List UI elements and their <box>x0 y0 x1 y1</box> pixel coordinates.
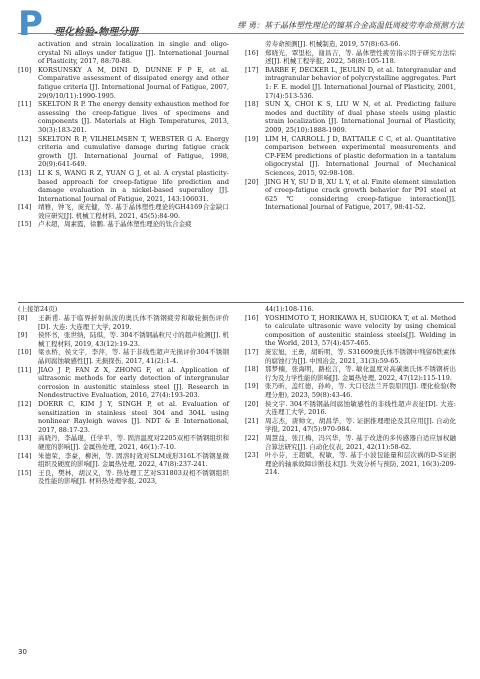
section-divider <box>18 302 464 303</box>
reference-item <box>245 400 456 417</box>
reference-number: [18] <box>245 365 259 374</box>
reference-text: 周慧益，张江梅，冯兴华，等. 基于改进的多传感器自适应加权融合算法研究[J]. 自动化仪表, 2021, 42(11):58-62. <box>265 433 456 451</box>
reference-number: [19] <box>245 134 259 143</box>
reference-text: KORSUNSKY A M, DINI D, DUNNE F P E, et al. Comparative assessment of dissipated energy and other fatigue criteria [J]. International Journal of Fatigue, 2007, 29(9/10/11):1990-1995. <box>38 65 229 100</box>
reference-text: JIAO J P, FAN Z X, ZHONG F, et al. Application of ultrasonic methods for early detection of intergranular corrosion in austenitic stainless steel [J]. Research in Nondestructive Evaluation, 2016, 27(4):193-203. <box>38 365 229 400</box>
reference-item <box>18 348 229 365</box>
reference-text: 郑晓光，覃里松，谢昌吉，等. 晶体塑性疲劳指示因子研究方法综述[J]. 机械工程学报, 2022, 58(8):105-118. <box>265 48 456 66</box>
reference-number: [15] <box>18 468 32 477</box>
bottom-right-column <box>245 305 456 477</box>
reference-number: [13] <box>18 168 32 177</box>
reference-number: [18] <box>245 100 259 109</box>
top-right-column <box>245 40 456 212</box>
reference-continuation: 44(1):108-116. <box>265 305 314 313</box>
page-number: 30 <box>18 648 27 656</box>
reference-item <box>18 469 229 486</box>
reference-item <box>18 135 229 169</box>
reference-item <box>245 100 456 134</box>
reference-item <box>18 220 229 229</box>
reference-text: SKELTON R P, VILHELMSEN T, WEBSTER G A. Energy criteria and cumulative damage during fatigue crack growth [J]. International Journal of Fatigue, 1998, 20(9):641-649. <box>38 134 229 169</box>
reference-number: [10] <box>18 65 32 74</box>
reference-text: SUN X, CHOI K S, LIU W N, et al. Predicting failure modes and ductility of dual phase steels using plastic strain localization [J]. International Journal of Plasticity, 2009, 25(10):1888-1909. <box>265 100 456 134</box>
reference-item <box>245 178 456 212</box>
reference-number: [14] <box>18 451 32 460</box>
reference-item <box>245 348 456 365</box>
reference-item <box>18 434 229 451</box>
reference-number: [11] <box>18 100 32 109</box>
reference-number: [14] <box>18 203 32 212</box>
logo-text: 理化检验-物理分册 <box>54 27 139 38</box>
reference-text: JING H Y, SU D B, XU L Y, et al. Finite element simulation of creep-fatigue crack growth behavior for P91 steel at 625 ℃ considering creep-fatigue interaction[J]. International Journal of Fatigue, 2017, 98:41-52. <box>265 177 456 212</box>
reference-item <box>245 365 456 382</box>
reference-text: 那梦楠，张海明，路松言，等. 敏化温度对高碳奥氏体不锈钢析出行为及力学性能的影响[J]. 金属热处理, 2022, 47(12):115-119. <box>265 365 456 382</box>
reference-number: [17] <box>245 347 259 356</box>
reference-item <box>245 66 456 100</box>
continued-from-label: (上接第24页) <box>18 305 58 313</box>
reference-item <box>245 49 456 66</box>
reference-item <box>245 451 456 477</box>
reference-number: [11] <box>18 365 32 374</box>
reference-item <box>245 135 456 178</box>
reference-text: 卢术超，周素霞，徐鹏. 基于晶体塑性理论的钛合金疲 <box>38 220 192 229</box>
reference-item <box>245 434 456 451</box>
reference-item <box>18 452 229 469</box>
reference-number: [21] <box>245 416 259 425</box>
reference-text: 庞宏旭，王勇，胡昕明，等. S31609奥氏体不锈钢中残留δ铁素体的腐蚀行为[J]. 中国冶金, 2021, 31(3):59-65. <box>265 347 456 365</box>
reference-text: SKELTON R P. The energy density exhaustion method for assessing the creep-fatigue lives of specimens and components [J]. Materials at High Temperatures, 2013, 30(3):183-201. <box>38 100 229 134</box>
reference-item <box>18 66 229 100</box>
reference-list <box>18 66 229 229</box>
reference-list <box>18 314 229 486</box>
reference-item <box>18 314 229 331</box>
top-left-column <box>18 40 229 229</box>
reference-text: 朱德荣，李豪，柳洲，等. 固溶时效对SLM成形316L不锈钢显微组织及硬度的影响[J]. 金属热处理, 2022, 47(8):237-241. <box>38 451 229 469</box>
reference-continuation: activation and strain localization in single and oligo-crystal Ni alloys under fatigue [J]. International Journal of Plasticity, 2017, 88:70-88. <box>38 40 229 66</box>
reference-text: 高晓丹，李晶琨，任学平，等. 固溶温度对2205双相不锈钢组织和硬度的影响[J]. 金属热处理, 2021, 46(1):7-10. <box>38 434 229 451</box>
reference-item <box>18 169 229 203</box>
reference-number: [16] <box>245 313 259 322</box>
reference-number: [23] <box>245 451 259 460</box>
reference-item <box>18 331 229 348</box>
reference-text: 周志杰，唐帅文，胡昌华，等. 证据推理理论及其应用[J]. 自动化学报, 2021, 47(5):970-984. <box>265 416 456 434</box>
reference-list <box>245 49 456 212</box>
reference-number: [20] <box>245 399 259 408</box>
reference-number: [8] <box>18 314 28 322</box>
reference-number: [16] <box>245 48 259 57</box>
reference-number: [17] <box>245 65 259 74</box>
top-references <box>18 40 464 302</box>
reference-text: 靖雅，钟飞，庞充健，等. 基于晶体塑性理论的GH4169合金缺口效应研究[J]. 机械工程材料, 2021, 45(5):84-90. <box>38 203 229 220</box>
logo-mark: P <box>18 4 43 44</box>
bottom-references <box>18 305 464 635</box>
reference-text: 王良，樊林，胡汉义，等. 热处理工艺对S31803双相不锈钢组织及性能的影响[J]. 材料热处理学报, 2023, <box>38 468 229 486</box>
reference-text: YOSHIMOTO T, HORIKAWA H, SUGIOKA T, et al. Method to calculate ultrasonic wave velocity by using chemical composition of austenitic stainless steels[J]. Welding in the World, 2013, 57(4):457-465. <box>265 313 456 348</box>
reference-item <box>245 314 456 348</box>
reference-text: 叶小芬，王超斌，祝敏，等. 基于小波包能量和层次祸的D-S证据理论的轴承故障诊断技术[J]. 失效分析与预防, 2021, 16(3):209-214. <box>265 451 456 477</box>
reference-text: 梁永桥，侯文宇，李萍，等. 基于非线性超声无损评价304不锈钢晶间腐蚀敏感性[J]. 无损探伤, 2017, 41(2):1-4. <box>38 348 229 365</box>
reference-text: LI K S, WANG R Z, YUAN G J, et al. A crystal plasticity-based approach for creep-fatigue life prediction and damage evaluation in a nickel-based superalloy [J]. International Journal of Fatigue, 2021, 143:106031. <box>38 168 229 203</box>
reference-text: 侯文宇. 304不锈钢晶间腐蚀敏感性的非线性超声表征[D]. 大连: 大连理工大学, 2016. <box>265 399 456 417</box>
reference-item <box>18 366 229 400</box>
reference-item <box>18 100 229 134</box>
reference-item <box>18 400 229 434</box>
reference-number: [13] <box>18 434 32 443</box>
reference-number: [12] <box>18 134 32 143</box>
reference-number: [10] <box>18 348 32 357</box>
reference-text: DOERR C, KIM J Y, SINGH P, et al. Evaluation of sensitization in stainless steel 304 and 304L using nonlinear Rayleigh waves [J]. NDT & E International, 2017, 88:17-23. <box>38 399 229 434</box>
reference-item <box>245 382 456 399</box>
reference-text: BARBE F, DECKER L, JEULIN D, et al. Intergranular and intragranular behavior of polycrystalline aggregates. Part 1: F. E. model [J]. International Journal of Plasticity, 2001, 17(4):513-536. <box>265 65 456 100</box>
journal-logo <box>18 4 139 44</box>
reference-number: [12] <box>18 399 32 408</box>
reference-text: 张乃昕，盖红德，孙岭，等. 大口径法兰开裂原因[J]. 理化检验(物理分册), 2023, 59(8):43-46. <box>265 382 456 399</box>
running-title: 缪 勇：基于晶体塑性理论的镍基合金高温低周疲劳寿命预测方法 <box>237 21 464 30</box>
reference-continuation: 劳寿命预测[J]. 机械制造, 2019, 57(8):63-66. <box>265 40 401 48</box>
reference-list <box>245 314 456 477</box>
reference-text: 王新甫. 基于临界折射纵波的奥氏体不锈钢疲劳和敏轮损伤评价[D]. 大连: 大连理工大学, 2019. <box>38 314 229 331</box>
reference-item <box>18 203 229 220</box>
reference-number: [15] <box>18 220 32 229</box>
reference-number: [22] <box>245 433 259 442</box>
bottom-left-column <box>18 305 229 486</box>
reference-number: [19] <box>245 382 259 391</box>
reference-text: LIM H, CARROLL J D, BATTAILE C C, et al. Quantitative comparison between experimental measurements and CP-FEM predictions of plastic deformation in a tantalum oligocrystal [J]. International Journal of Mechanical Sciences, 2015, 92:98-108. <box>265 134 456 177</box>
header-rule <box>18 33 464 34</box>
reference-text: 侯怀书，张世纳，陆琪，等. 304不锈钢晶粒尺寸的超声检测[J]. 机械工程材料, 2019, 43(12):19-23. <box>38 331 229 348</box>
reference-number: [20] <box>245 177 259 186</box>
reference-item <box>245 417 456 434</box>
reference-number: [9] <box>18 331 28 340</box>
